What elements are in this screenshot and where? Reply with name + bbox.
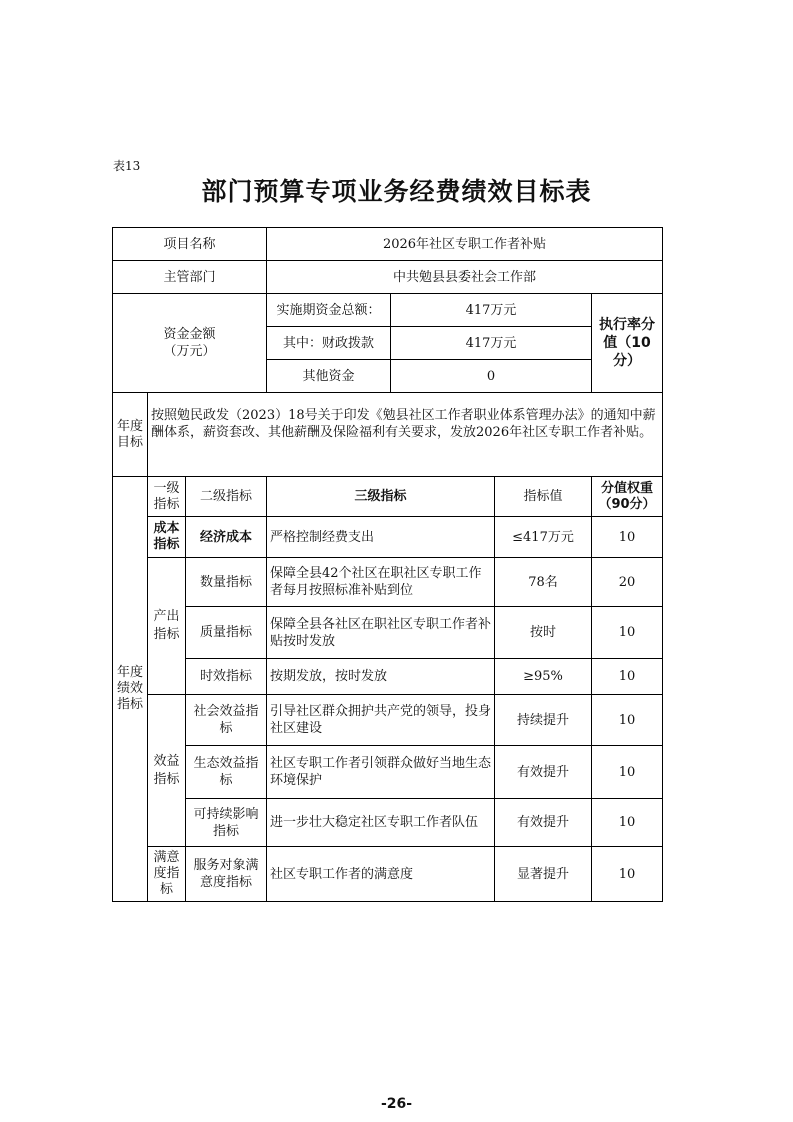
- header-level3: 三级指标: [266, 476, 495, 517]
- benefit-eco-l2: 生态效益指标: [185, 745, 267, 799]
- total-funds-value: 417万元: [390, 293, 592, 327]
- benefit-social-l2: 社会效益指标: [185, 694, 267, 746]
- output-timeliness-l3: 按期发放，按时发放: [266, 658, 495, 695]
- output-quality-l2: 质量指标: [185, 606, 267, 659]
- other-funds-label: 其他资金: [266, 359, 391, 393]
- output-quantity-l2: 数量指标: [185, 557, 267, 607]
- total-funds-label: 实施期资金总额：: [266, 293, 391, 327]
- project-name-value: 2026年社区专职工作者补贴: [266, 227, 663, 261]
- annual-goal-label: 年度目标: [112, 392, 148, 477]
- benefit-social-value: 持续提升: [494, 694, 592, 746]
- fiscal-funds-value: 417万元: [390, 326, 592, 360]
- benefit-eco-weight: 10: [591, 745, 663, 799]
- output-quantity-weight: 20: [591, 557, 663, 607]
- cost-indicator-l2: 经济成本: [185, 516, 267, 558]
- output-quality-weight: 10: [591, 606, 663, 659]
- dept-value: 中共勉县县委社会工作部: [266, 260, 663, 294]
- output-quality-value: 按时: [494, 606, 592, 659]
- satisfaction-indicator-l2: 服务对象满意度指标: [185, 846, 267, 902]
- satisfaction-indicator-l3: 社区专职工作者的满意度: [266, 846, 495, 902]
- header-level1: 一级指标: [147, 476, 186, 517]
- benefit-social-weight: 10: [591, 694, 663, 746]
- exec-rate-label: 执行率分值（10分）: [591, 293, 663, 393]
- benefit-social-l3: 引导社区群众拥护共产党的领导，投身社区建设: [266, 694, 495, 746]
- benefit-sustain-l2: 可持续影响指标: [185, 798, 267, 847]
- benefit-indicator-l1: 效益指标: [147, 694, 186, 847]
- benefit-sustain-value: 有效提升: [494, 798, 592, 847]
- other-funds-value: 0: [390, 359, 592, 393]
- satisfaction-indicator-l1: 满意度指标: [147, 846, 186, 902]
- benefit-sustain-weight: 10: [591, 798, 663, 847]
- page-title: 部门预算专项业务经费绩效目标表: [201, 177, 592, 206]
- annual-indicators-label: 年度绩效指标: [112, 476, 148, 902]
- output-timeliness-weight: 10: [591, 658, 663, 695]
- cost-indicator-l3: 严格控制经费支出: [266, 516, 495, 558]
- project-name-label: 项目名称: [112, 227, 267, 261]
- output-quantity-value: 78名: [494, 557, 592, 607]
- cost-indicator-weight: 10: [591, 516, 663, 558]
- output-quality-l3: 保障全县各社区在职社区专职工作者补贴按时发放: [266, 606, 495, 659]
- satisfaction-indicator-value: 显著提升: [494, 846, 592, 902]
- page-number: -26-: [380, 1096, 413, 1112]
- benefit-eco-value: 有效提升: [494, 745, 592, 799]
- annual-goal-text: 按照勉民政发（2023）18号关于印发《勉县社区工作者职业体系管理办法》的通知中薪酬体系，薪资套改、其他薪酬及保险福利有关要求，发放2026年社区专职工作者补贴。: [147, 392, 663, 477]
- header-level2: 二级指标: [185, 476, 267, 517]
- output-timeliness-value: ≥95%: [494, 658, 592, 695]
- fiscal-funds-label: 其中：财政拨款: [266, 326, 391, 360]
- cost-indicator-value: ≤417万元: [494, 516, 592, 558]
- header-indicator-value: 指标值: [494, 476, 592, 517]
- output-indicator-l1: 产出指标: [147, 557, 186, 695]
- output-quantity-l3: 保障全县42个社区在职社区专职工作者每月按照标准补贴到位: [266, 557, 495, 607]
- benefit-eco-l3: 社区专职工作者引领群众做好当地生态环境保护: [266, 745, 495, 799]
- dept-label: 主管部门: [112, 260, 267, 294]
- header-weight: 分值权重（90分）: [591, 476, 663, 517]
- table-number: 表13: [113, 159, 141, 173]
- cost-indicator-l1: 成本指标: [147, 516, 186, 558]
- benefit-sustain-l3: 进一步壮大稳定社区专职工作者队伍: [266, 798, 495, 847]
- satisfaction-indicator-weight: 10: [591, 846, 663, 902]
- output-timeliness-l2: 时效指标: [185, 658, 267, 695]
- funds-label: 资金金额 （万元）: [112, 293, 267, 393]
